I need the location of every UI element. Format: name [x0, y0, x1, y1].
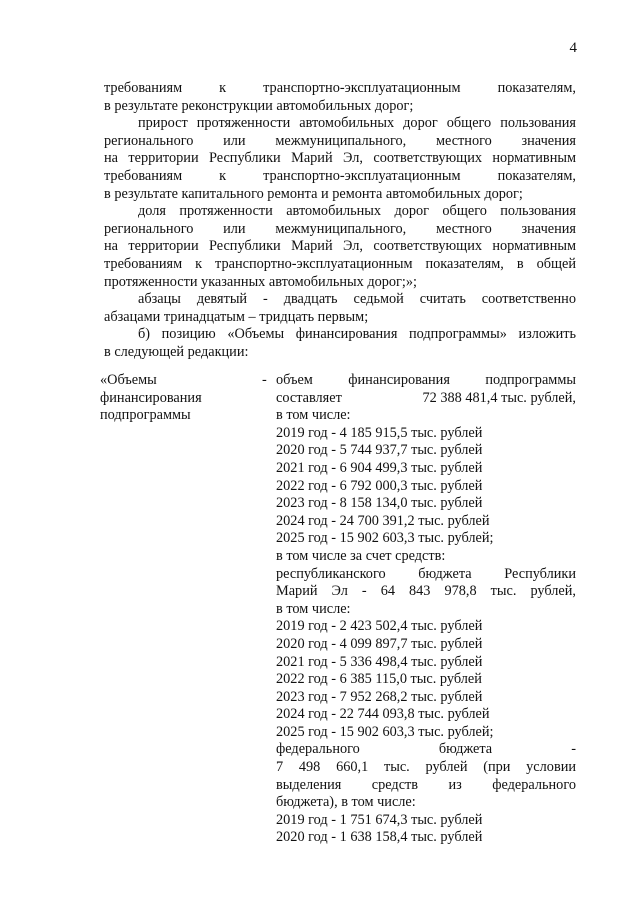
paragraph-line: протяженности указанных автомобильных дорог;»; [104, 273, 418, 290]
value-line: федерального бюджета - [276, 741, 576, 758]
paragraph-line: абзацы девятый - двадцать седьмой считать соответственно [138, 291, 576, 308]
paragraph-line: доля протяженности автомобильных дорог общего пользования [138, 203, 576, 220]
paragraph-line: б) позицию «Объемы финансирования подпрограммы» изложить [138, 326, 576, 343]
year-line: 2022 год - 6 385 115,0 тыс. рублей [276, 671, 482, 688]
year-line: 2021 год - 5 336 498,4 тыс. рублей [276, 653, 483, 670]
paragraph-line: требованиям к транспортно-эксплуатационным показателям, [104, 167, 576, 184]
paragraph-line: в следующей редакции: [104, 343, 249, 360]
paragraph-line: прирост протяженности автомобильных дорог общего пользования [138, 115, 576, 132]
year-line: 2024 год - 22 744 093,8 тыс. рублей [276, 706, 490, 723]
value-line: объем финансирования подпрограммы [276, 372, 576, 388]
value-line: в том числе: [276, 600, 351, 617]
passport-dash: - [262, 372, 267, 388]
total-label: составляет [276, 389, 342, 406]
year-line: 2020 год - 5 744 937,7 тыс. рублей [276, 442, 483, 459]
year-line: 2023 год - 7 952 268,2 тыс. рублей [276, 688, 483, 705]
passport-position-value [276, 372, 576, 847]
paragraph-line: в результате реконструкции автомобильных дорог; [104, 97, 414, 114]
value-line: бюджета), в том числе: [276, 794, 416, 811]
value-line: выделения средств из федерального [276, 776, 576, 793]
paragraph-line: в результате капитального ремонта и ремонта автомобильных дорог; [104, 185, 523, 202]
total-amount-line [276, 390, 576, 408]
year-line: 2022 год - 6 792 000,3 тыс. рублей [276, 477, 483, 494]
year-line: 2025 год - 15 902 603,3 тыс. рублей; [276, 530, 494, 547]
year-line: 2024 год - 24 700 391,2 тыс. рублей [276, 512, 490, 529]
year-line: 2019 год - 1 751 674,3 тыс. рублей [276, 811, 483, 828]
value-line: 7 498 660,1 тыс. рублей (при условии [276, 759, 576, 776]
year-line: 2020 год - 1 638 158,4 тыс. рублей [276, 829, 483, 846]
position-name-line: финансирования [100, 389, 202, 406]
paragraph-line: требованиям к транспортно-эксплуатационным показателям, в общей [104, 255, 576, 272]
passport-position-name [100, 372, 250, 425]
body-text [104, 80, 576, 362]
value-line: республиканского бюджета Республики [276, 565, 576, 582]
year-line: 2021 год - 6 904 499,3 тыс. рублей [276, 459, 483, 476]
value-line: в том числе за счет средств: [276, 547, 446, 564]
year-line: 2019 год - 2 423 502,4 тыс. рублей [276, 618, 483, 635]
paragraph-line: абзацами тринадцатым – тридцать первым; [104, 308, 369, 325]
position-name-line: подпрограммы [100, 407, 191, 424]
position-name-line: «Объемы [100, 372, 157, 388]
paragraph-line: на территории Республики Марий Эл, соответствующих нормативным [104, 238, 576, 255]
value-line: Марий Эл - 64 843 978,8 тыс. рублей, [276, 583, 576, 600]
paragraph-line: регионального или межмуниципального, местного значения [104, 220, 576, 237]
total-value: 72 388 481,4 тыс. рублей, [422, 389, 576, 406]
paragraph-line: требованиям к транспортно-эксплуатационным показателям, [104, 80, 576, 96]
year-line: 2019 год - 4 185 915,5 тыс. рублей [276, 424, 483, 441]
paragraph-line: регионального или межмуниципального, местного значения [104, 132, 576, 149]
year-line: 2020 год - 4 099 897,7 тыс. рублей [276, 635, 483, 652]
year-line: 2023 год - 8 158 134,0 тыс. рублей [276, 495, 483, 512]
page-number: 4 [569, 40, 577, 56]
paragraph-line: на территории Республики Марий Эл, соответствующих нормативным [104, 150, 576, 167]
value-line: в том числе: [276, 407, 351, 424]
year-line: 2025 год - 15 902 603,3 тыс. рублей; [276, 723, 494, 740]
